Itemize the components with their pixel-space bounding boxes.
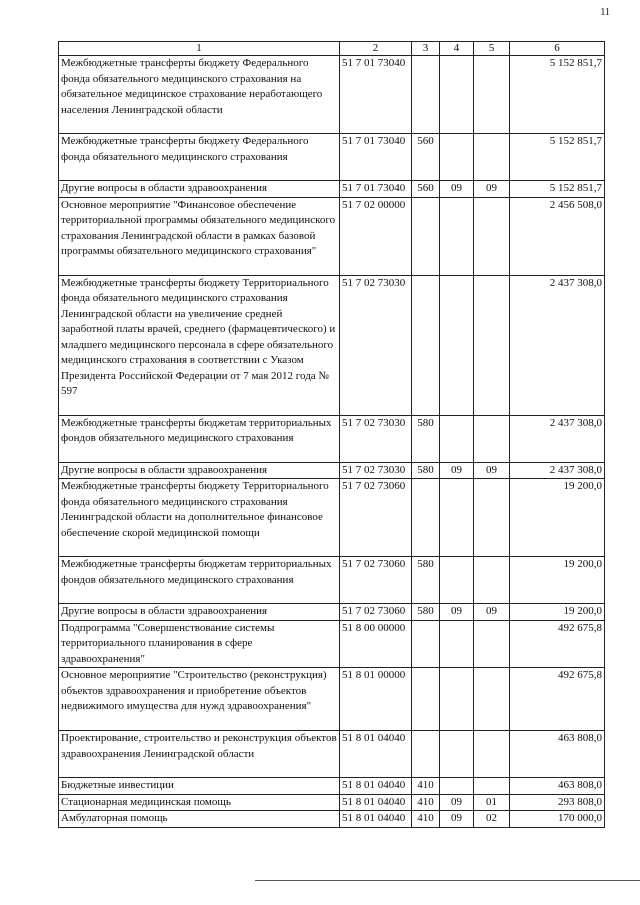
row-col5-cell: 09 (474, 181, 510, 198)
table-row (59, 668, 605, 731)
table-row (59, 794, 605, 811)
row-name-cell: Межбюджетные трансферты бюджетам территориальных фондов обязательного медицинского страхования (59, 415, 340, 462)
header-col-4: 4 (440, 42, 474, 56)
row-col4-cell: 09 (440, 462, 474, 479)
row-code-cell: 51 8 01 04040 (340, 794, 412, 811)
row-col3-cell (412, 668, 440, 731)
row-col3-cell: 580 (412, 604, 440, 621)
row-amount-cell: 2 456 508,0 (510, 197, 605, 275)
header-col-2: 2 (340, 42, 412, 56)
table-row (59, 604, 605, 621)
row-code-cell: 51 8 00 00000 (340, 620, 412, 668)
row-code-cell: 51 7 02 00000 (340, 197, 412, 275)
row-name-cell: Стационарная медицинская помощь (59, 794, 340, 811)
row-col3-cell (412, 731, 440, 778)
row-col3-cell: 580 (412, 462, 440, 479)
row-name-cell: Проектирование, строительство и реконструкция объектов здравоохранения Ленинградской области (59, 731, 340, 778)
row-col3-cell (412, 275, 440, 415)
row-col4-cell (440, 620, 474, 668)
row-code-cell: 51 8 01 04040 (340, 811, 412, 828)
table-row (59, 620, 605, 668)
table-row (59, 415, 605, 462)
row-name-cell: Основное мероприятие "Финансовое обеспечение территориальной программы обязательного медицинского страхования Ленинградской области в рамках базовой программы обязательного медицинского страхования" (59, 197, 340, 275)
row-name-cell: Амбулаторная помощь (59, 811, 340, 828)
row-name-cell: Межбюджетные трансферты бюджету Федерального фонда обязательного медицинского страхования (59, 134, 340, 181)
table-row (59, 479, 605, 557)
table-row (59, 134, 605, 181)
row-col5-cell: 09 (474, 462, 510, 479)
table-header (59, 42, 605, 56)
page-number: 11 (600, 7, 610, 18)
row-code-cell: 51 7 02 73030 (340, 415, 412, 462)
row-name-cell: Другие вопросы в области здравоохранения (59, 462, 340, 479)
table-row (59, 811, 605, 828)
row-col5-cell (474, 668, 510, 731)
row-name-cell: Межбюджетные трансферты бюджету Территориального фонда обязательного медицинского страхования Ленинградской области на увеличение средней заработной платы врачей, среднего (фармацевтического) и младшего медицинского персонала в сфере обязательного медицинского страхования в соответствии с Указом Президента Российской Федерации от 7 мая 2012 года № 597 (59, 275, 340, 415)
row-col5-cell (474, 620, 510, 668)
row-amount-cell: 5 152 851,7 (510, 181, 605, 198)
row-code-cell: 51 7 02 73060 (340, 479, 412, 557)
row-col5-cell (474, 275, 510, 415)
row-col4-cell (440, 479, 474, 557)
row-col3-cell: 560 (412, 134, 440, 181)
row-col3-cell (412, 620, 440, 668)
row-code-cell: 51 7 01 73040 (340, 56, 412, 134)
header-col-6: 6 (510, 42, 605, 56)
row-col3-cell (412, 479, 440, 557)
row-col4-cell (440, 557, 474, 604)
header-col-1: 1 (59, 42, 340, 56)
row-col5-cell (474, 56, 510, 134)
row-amount-cell: 5 152 851,7 (510, 56, 605, 134)
row-col4-cell (440, 134, 474, 181)
row-code-cell: 51 8 01 00000 (340, 668, 412, 731)
row-code-cell: 51 7 02 73030 (340, 462, 412, 479)
row-name-cell: Другие вопросы в области здравоохранения (59, 604, 340, 621)
row-col5-cell (474, 197, 510, 275)
row-col3-cell: 410 (412, 811, 440, 828)
row-name-cell: Межбюджетные трансферты бюджету Федерального фонда обязательного медицинского страхования на обязательное медицинское страхование неработающего населения Ленинградской области (59, 56, 340, 134)
row-amount-cell: 19 200,0 (510, 604, 605, 621)
row-col5-cell: 01 (474, 794, 510, 811)
row-col4-cell (440, 731, 474, 778)
table-row (59, 275, 605, 415)
row-name-cell: Межбюджетные трансферты бюджетам территориальных фондов обязательного медицинского страхования (59, 557, 340, 604)
row-amount-cell: 19 200,0 (510, 557, 605, 604)
row-col4-cell (440, 778, 474, 795)
row-col4-cell (440, 197, 474, 275)
row-amount-cell: 2 437 308,0 (510, 462, 605, 479)
row-amount-cell: 5 152 851,7 (510, 134, 605, 181)
header-col-5: 5 (474, 42, 510, 56)
row-amount-cell: 19 200,0 (510, 479, 605, 557)
row-amount-cell: 463 808,0 (510, 778, 605, 795)
table-row (59, 778, 605, 795)
row-name-cell: Другие вопросы в области здравоохранения (59, 181, 340, 198)
row-code-cell: 51 8 01 04040 (340, 731, 412, 778)
table-row (59, 181, 605, 198)
row-col3-cell (412, 197, 440, 275)
row-col4-cell: 09 (440, 604, 474, 621)
table-row (59, 731, 605, 778)
row-code-cell: 51 7 02 73060 (340, 557, 412, 604)
row-name-cell: Подпрограмма "Совершенствование системы территориального планирования в сфере здравоохранения" (59, 620, 340, 668)
row-col3-cell: 580 (412, 557, 440, 604)
row-amount-cell: 463 808,0 (510, 731, 605, 778)
row-col5-cell: 09 (474, 604, 510, 621)
row-amount-cell: 293 808,0 (510, 794, 605, 811)
row-col4-cell: 09 (440, 811, 474, 828)
row-name-cell: Бюджетные инвестиции (59, 778, 340, 795)
row-code-cell: 51 8 01 04040 (340, 778, 412, 795)
row-col5-cell (474, 479, 510, 557)
row-col3-cell: 580 (412, 415, 440, 462)
row-code-cell: 51 7 02 73030 (340, 275, 412, 415)
row-code-cell: 51 7 01 73040 (340, 134, 412, 181)
row-amount-cell: 2 437 308,0 (510, 415, 605, 462)
budget-table (58, 41, 605, 828)
table-row (59, 557, 605, 604)
row-col3-cell: 410 (412, 794, 440, 811)
row-col4-cell (440, 56, 474, 134)
row-col4-cell: 09 (440, 794, 474, 811)
row-col5-cell (474, 778, 510, 795)
row-col3-cell (412, 56, 440, 134)
row-col4-cell (440, 668, 474, 731)
row-col3-cell: 560 (412, 181, 440, 198)
row-col5-cell (474, 557, 510, 604)
row-amount-cell: 170 000,0 (510, 811, 605, 828)
row-name-cell: Межбюджетные трансферты бюджету Территориального фонда обязательного медицинского страхования Ленинградской области на дополнительное финансовое обеспечение скорой медицинской помощи (59, 479, 340, 557)
row-col5-cell: 02 (474, 811, 510, 828)
row-col5-cell (474, 415, 510, 462)
table-row (59, 462, 605, 479)
row-col5-cell (474, 134, 510, 181)
row-amount-cell: 492 675,8 (510, 620, 605, 668)
bottom-rule (255, 880, 640, 881)
row-amount-cell: 492 675,8 (510, 668, 605, 731)
header-col-3: 3 (412, 42, 440, 56)
row-code-cell: 51 7 02 73060 (340, 604, 412, 621)
table-row (59, 197, 605, 275)
row-col4-cell (440, 275, 474, 415)
row-col3-cell: 410 (412, 778, 440, 795)
table-body (59, 56, 605, 828)
row-col4-cell (440, 415, 474, 462)
row-code-cell: 51 7 01 73040 (340, 181, 412, 198)
row-col4-cell: 09 (440, 181, 474, 198)
table-row (59, 56, 605, 134)
row-name-cell: Основное мероприятие "Строительство (реконструкция) объектов здравоохранения и приобретение объектов недвижимого имущества для нужд здравоохранения" (59, 668, 340, 731)
header-row (59, 42, 605, 56)
row-amount-cell: 2 437 308,0 (510, 275, 605, 415)
row-col5-cell (474, 731, 510, 778)
